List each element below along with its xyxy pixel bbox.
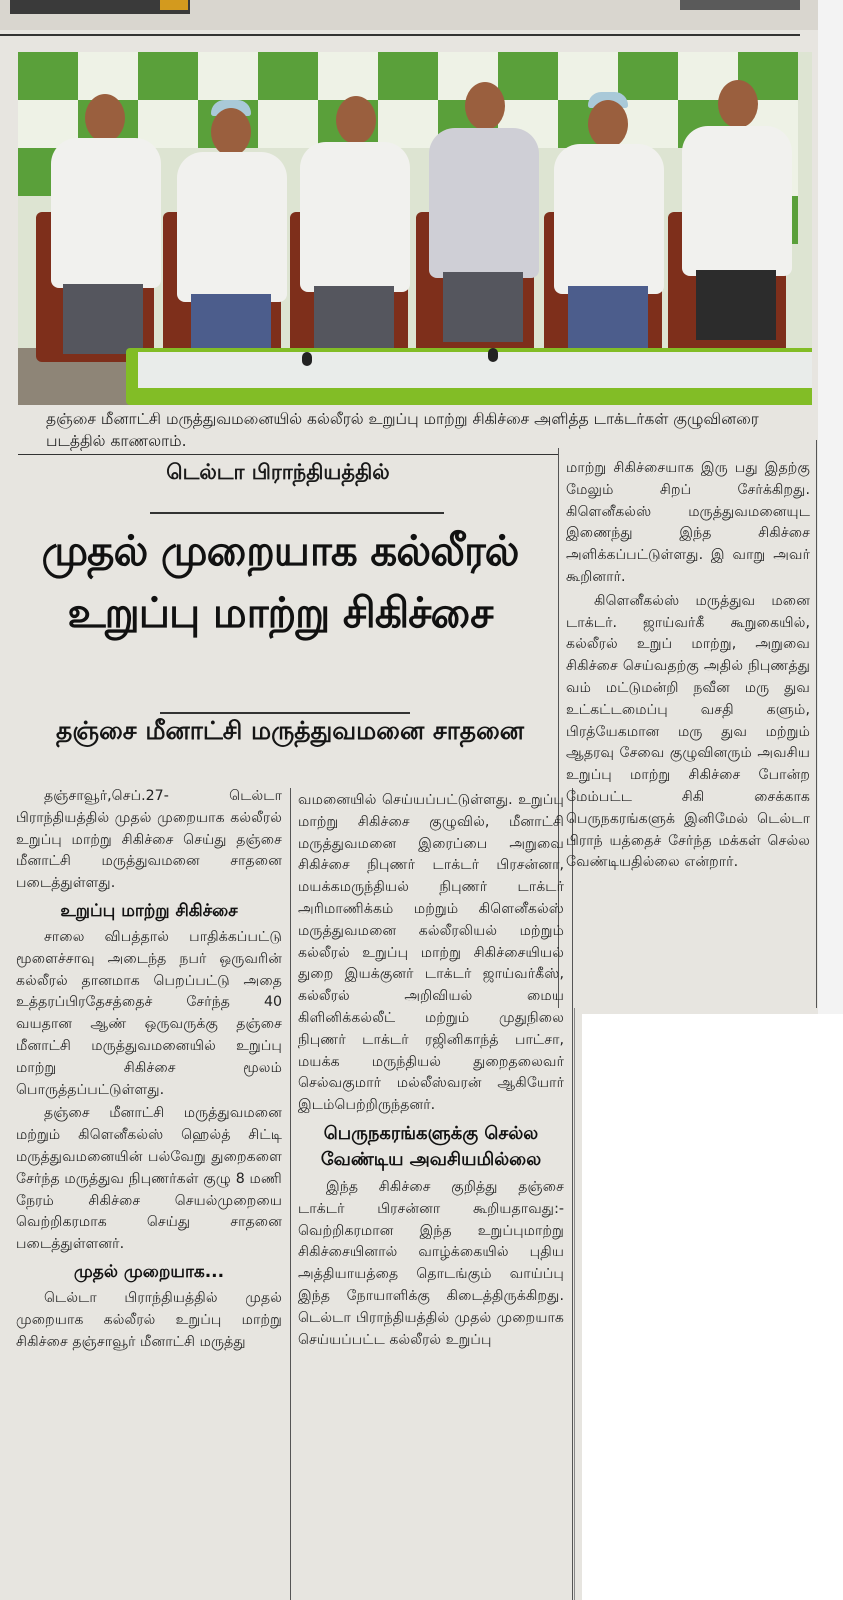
masthead-strip xyxy=(0,0,843,30)
article-column-1 xyxy=(16,786,282,1355)
paragraph: கிளெனீகல்ஸ் மருத்துவ மனை டாக்டர். ஜாய்வர்கீ கூறுகையில், கல்லீரல் உறுப் மாற்று, அறுவை சிகிச்சை செய்வதற்கு அதில் நிபுணத்து வம் மட்டுமன்றி நவீன மரு துவ உட்கட்டமைப்பு வசதி களும், பிரத்யேகமான மரு துவ மற்றும் ஆதரவு சேவை குழுவினரும் அவசிய உறுப்பு மாற்று சிகிச்சை போன்ற மேம்பட்ட சிகி சைக்காக பெருநகரங்களுக் இனிமேல் டெல்டா பிராந் யத்தைச் சேர்ந்த மக்கள் செல்ல வேண்டியதில்லை என்றார். xyxy=(566,592,810,871)
paragraph: தஞ்சாவூர்,செப்.27- டெல்டா பிராந்தியத்தில் முதல் முறையாக கல்லீரல் உறுப்பு மாற்று சிகிச்சை செய்து தஞ்சை மீனாட்சி மருத்துவமனை சாதனை படைத்துள்ளது. xyxy=(16,788,282,892)
microphone xyxy=(488,348,498,362)
news-photo xyxy=(18,52,812,405)
blank-area xyxy=(582,1014,843,1600)
masthead-fragment-right xyxy=(680,0,800,10)
paragraph: தஞ்சை மீனாட்சி மருத்துவமனை மற்றும் கிளெனீகல்ஸ் ஹெல்த் சிட்டி மருத்துவமனையின் பல்வேறு துறைகளை சேர்ந்த மருத்துவ நிபுணர்கள் குழு 8 மணி நேரம் சிகிச்சை செயல்முறையை வெற்றிகரமாக செய்து சாதனை படைத்துள்ளனர். xyxy=(16,1105,282,1253)
paragraph: டெல்டா பிராந்தியத்தில் முதல் முறையாக கல்லீரல் உறுப்பு மாற்று சிகிச்சை தஞ்சாவூர் மீனாட்சி மருத்து xyxy=(16,1289,282,1350)
headline-line-2: உறுப்பு மாற்று சிகிச்சை xyxy=(67,588,493,637)
kicker: டெல்டா பிராந்தியத்தில் xyxy=(166,460,390,484)
kicker-rule xyxy=(150,512,444,514)
subhead-rule xyxy=(160,712,410,714)
section-heading: முதல் முறையாக... xyxy=(73,1261,225,1282)
article-column-2 xyxy=(298,790,564,1353)
section-heading: பெருநகரங்களுக்கு செல்ல வேண்டிய அவசியமில்லை xyxy=(320,1122,542,1170)
adjacent-column-edge xyxy=(574,1008,575,1600)
kicker-top-rule xyxy=(18,454,558,455)
headline xyxy=(18,520,542,644)
photo-caption: தஞ்சை மீனாட்சி மருத்துவமனையில் கல்லீரல் உறுப்பு மாற்று சிகிச்சை அளித்த டாக்டர்கள் குழுவினரை படத்தில் காணலாம். xyxy=(46,410,759,450)
table-top xyxy=(138,352,812,388)
microphone xyxy=(302,352,312,366)
top-divider xyxy=(0,34,800,36)
column-divider xyxy=(816,440,817,1008)
paragraph: இந்த சிகிச்சை குறித்து தஞ்சை டாக்டர் பிரசன்னா கூறியதாவது:- வெற்றிகரமான இந்த உறுப்புமாற்று சிகிச்சையினால் வாழ்க்கையில் புதிய அத்தியாயத்தை தொடங்கும் வாய்ப்பு இந்த நோயாளிக்கு கிடைத்திருக்கிறது. டெல்டா பிராந்தியத்தில் முதல் முறையாக செய்யப்பட்ட கல்லீரல் உறுப்பு xyxy=(298,1178,564,1348)
paragraph: சாலை விபத்தால் பாதிக்கப்பட்டு மூளைச்சாவு அடைந்த நபர் ஒருவரின் கல்லீரல் தானமாக பெறப்பட்டு அதை உத்தரப்பிரதேசத்தைச் சேர்ந்த 40 வயதான ஆண் ஒருவருக்கு தஞ்சை மீனாட்சி மருத்துவமனையில் உறுப்பு மாற்று சிகிச்சை மூலம் பொருத்தப்பட்டுள்ளது. xyxy=(16,928,282,1098)
masthead-accent xyxy=(160,0,188,10)
page-edge xyxy=(818,0,843,1014)
section-heading: உறுப்பு மாற்று சிகிச்சை xyxy=(60,900,238,921)
paragraph: வமனையில் செய்யப்பட்டுள்ளது. உறுப்பு மாற்று சிகிச்சை குழுவில், மீனாட்சி மருத்துவமனை இரைப்பை அறுவை சிகிச்சை நிபுணர் டாக்டர் பிரசன்னா, மயக்கமருந்தியல் நிபுணர் டாக்டர் அரிமாணிக்கம் மற்றும் கிளெனீகல்ஸ் மருத்துவமனை கல்லீரலியல் மற்றும் கல்லீரல் உறுப்பு மாற்று சிகிச்சையியல் துறை இயக்குனர் டாக்டர் ஜாய்வர்கீஸ், கல்லீரல் அறிவியல் மைய கிளினிக்கல்லீட் மற்றும் முதுநிலை நிபுணர் டாக்டர் ரஜினிகாந்த் பாட்சா, மயக்க மருந்தியல் துறைதலைவர் செல்வகுமார் மல்லீஸ்வரன் ஆகியோர் இடம்பெற்றிருந்தனர். xyxy=(298,792,564,1114)
article-column-3 xyxy=(566,458,810,998)
paragraph: மாற்று சிகிச்சையாக இரு பது இதற்கு மேலும் சிறப் சேர்க்கிறது. கிளெனீகல்ஸ் மருத்துவமனையுட இணைந்து இந்த சிகிச்சை அளிக்கப்பட்டுள்ளது. இ வாறு அவர் கூறினார். xyxy=(566,460,810,585)
column-divider xyxy=(290,788,291,1600)
subhead: தஞ்சை மீனாட்சி மருத்துவமனை சாதனை xyxy=(55,716,524,745)
headline-line-1: முதல் முறையாக கல்லீரல் xyxy=(41,526,519,575)
